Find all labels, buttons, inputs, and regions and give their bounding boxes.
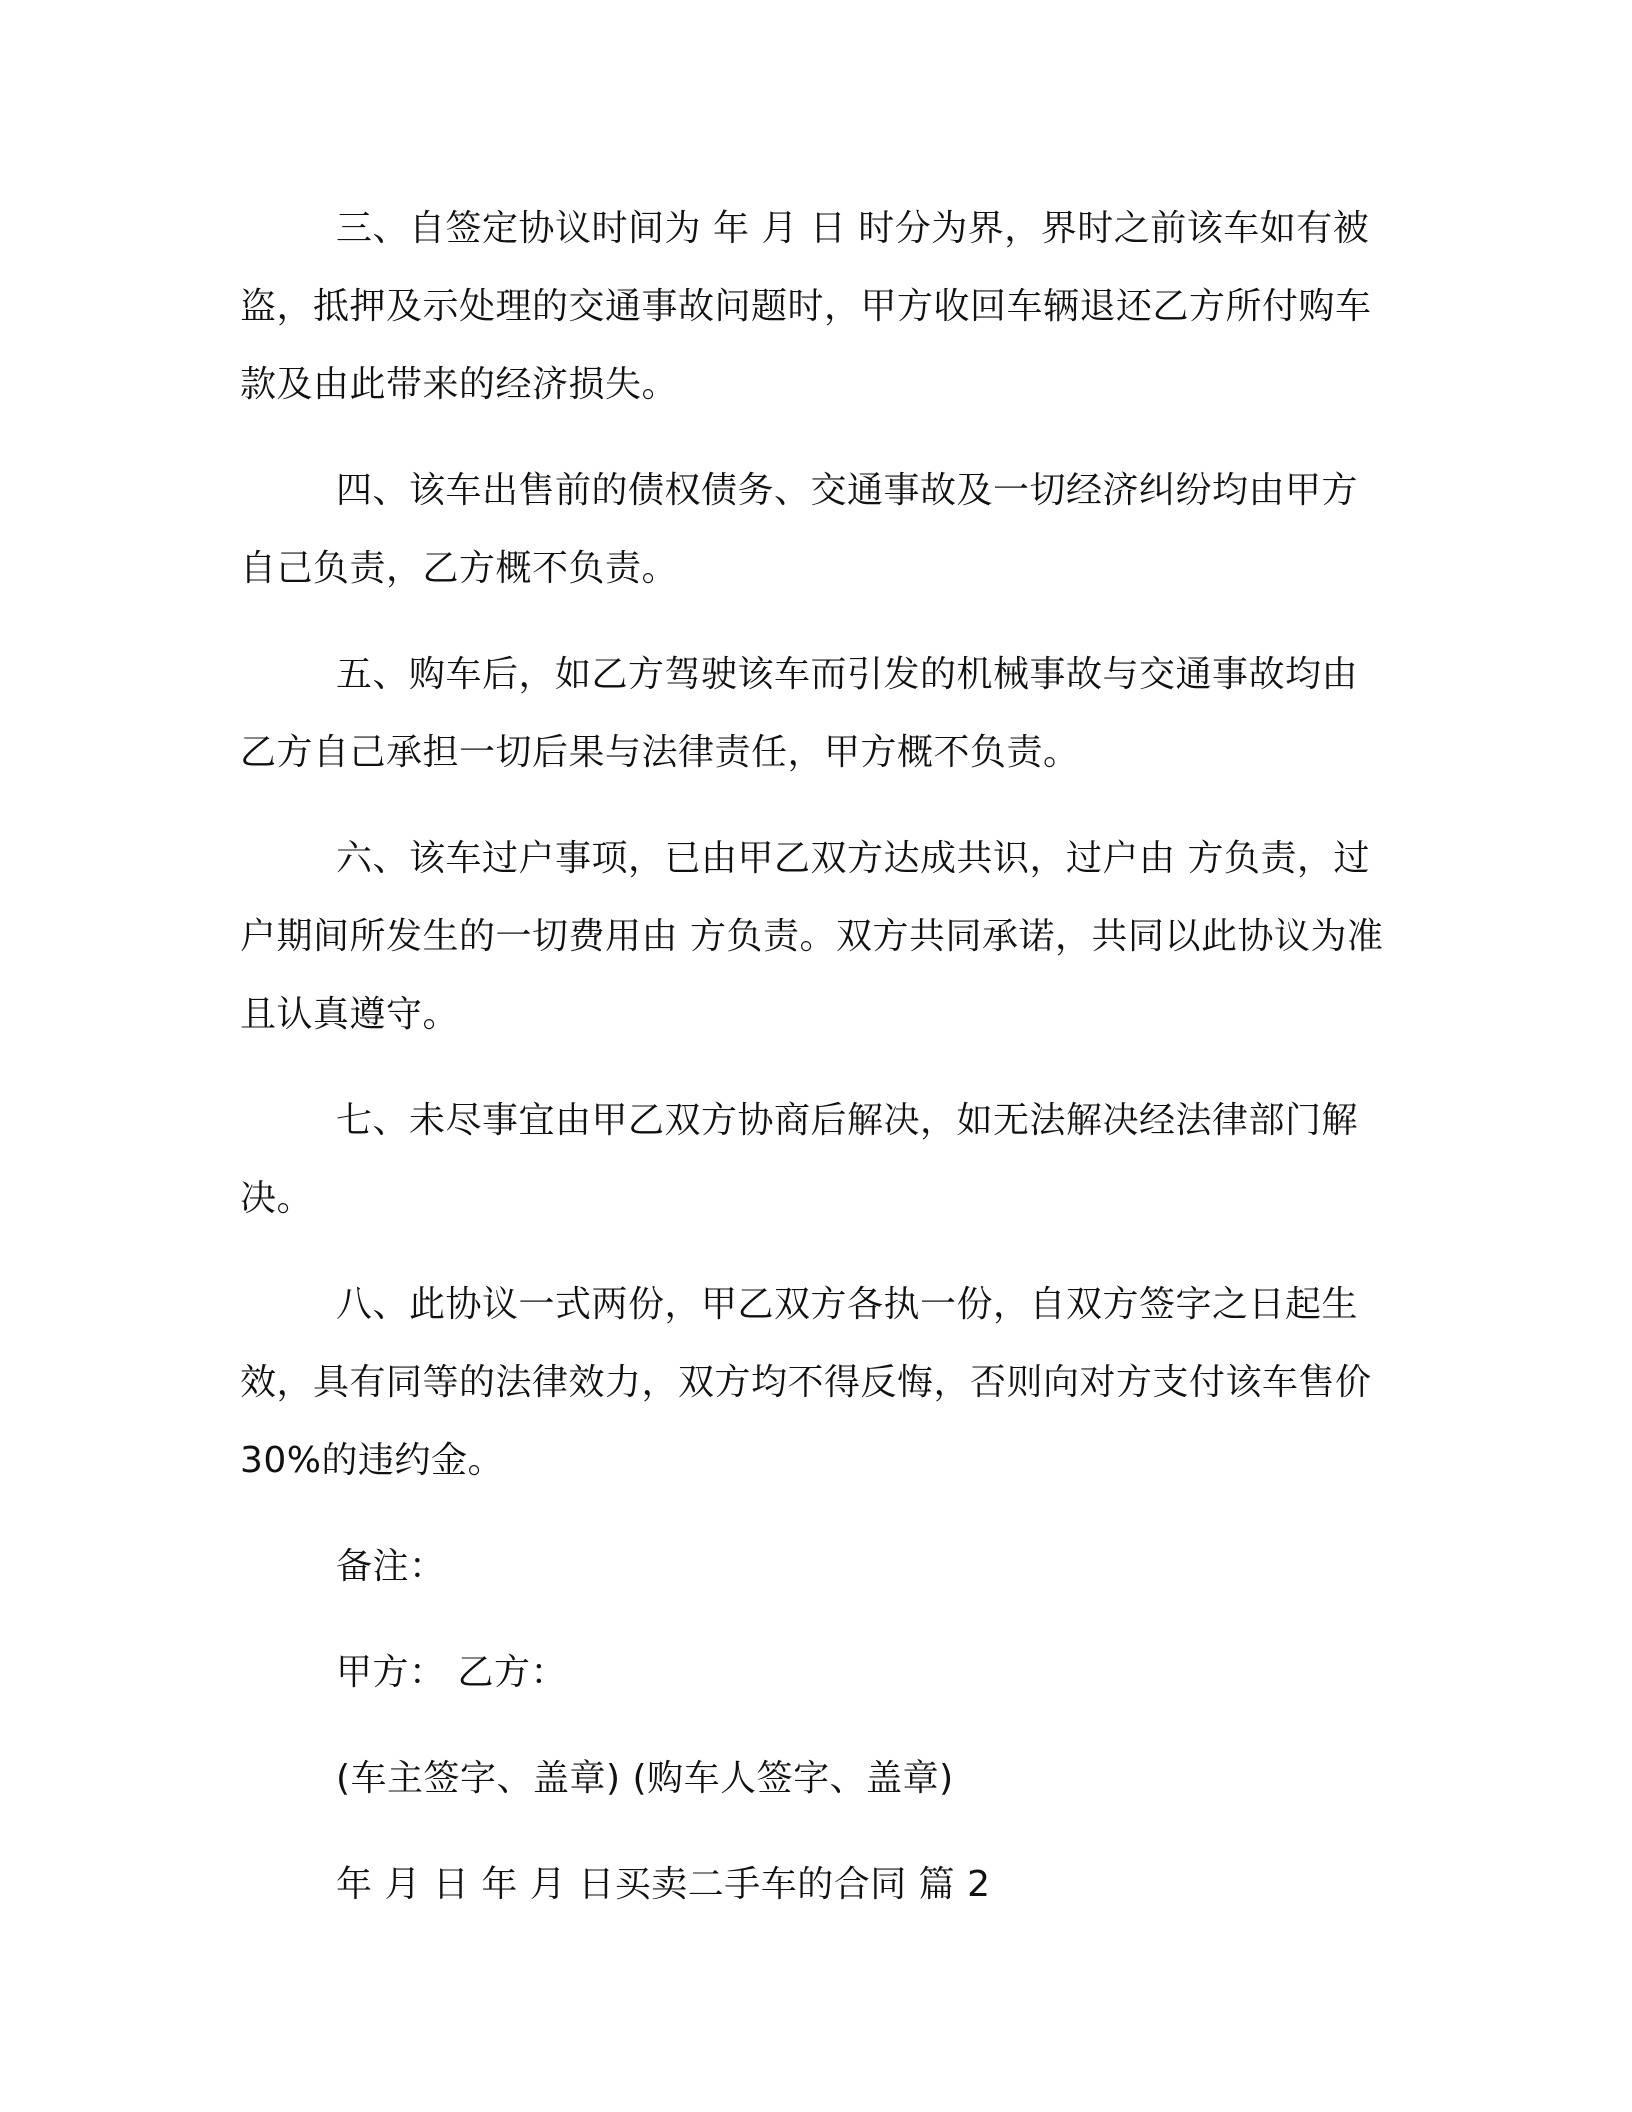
party-labels: 甲方： 乙方： [336, 1652, 567, 1693]
remarks-label: 备注： [336, 1546, 446, 1587]
clause-eight: 八、此协议一式两份，甲乙双方各执一份，自双方签字之日起生效，具有同等的法律效力，双方均不得反悔，否则向对方支付该车售价 30%的违约金。 [240, 1284, 1372, 1481]
clause-four: 四、该车出售前的债权债务、交通事故及一切经济纠纷均由甲方自己负责，乙方概不负责。 [240, 470, 1359, 589]
clause-five: 五、购车后，如乙方驾驶该车而引发的机械事故与交通事故均由乙方自己承担一切后果与法律责任，甲方概不负责。 [240, 654, 1359, 773]
document-body [240, 190, 1390, 1924]
clause-three: 三、自签定协议时间为 年 月 日 时分为界，界时之前该车如有被盗，抵押及示处理的交通事故问题时，甲方收回车辆退还乙方所付购车款及由此带来的经济损失。 [240, 208, 1372, 405]
clause-seven: 七、未尽事宜由甲乙双方协商后解决，如无法解决经法律部门解决。 [240, 1100, 1359, 1219]
signature-labels: (车主签字、盖章) (购车人签字、盖章) [336, 1758, 954, 1799]
clause-six: 六、该车过户事项，已由甲乙双方达成共识，过户由 方负责，过户期间所发生的一切费用由 方负责。双方共同承诺，共同以此协议为准且认真遵守。 [240, 838, 1384, 1035]
date-and-next-title: 年 月 日 年 月 日买卖二手车的合同 篇 2 [336, 1864, 991, 1905]
